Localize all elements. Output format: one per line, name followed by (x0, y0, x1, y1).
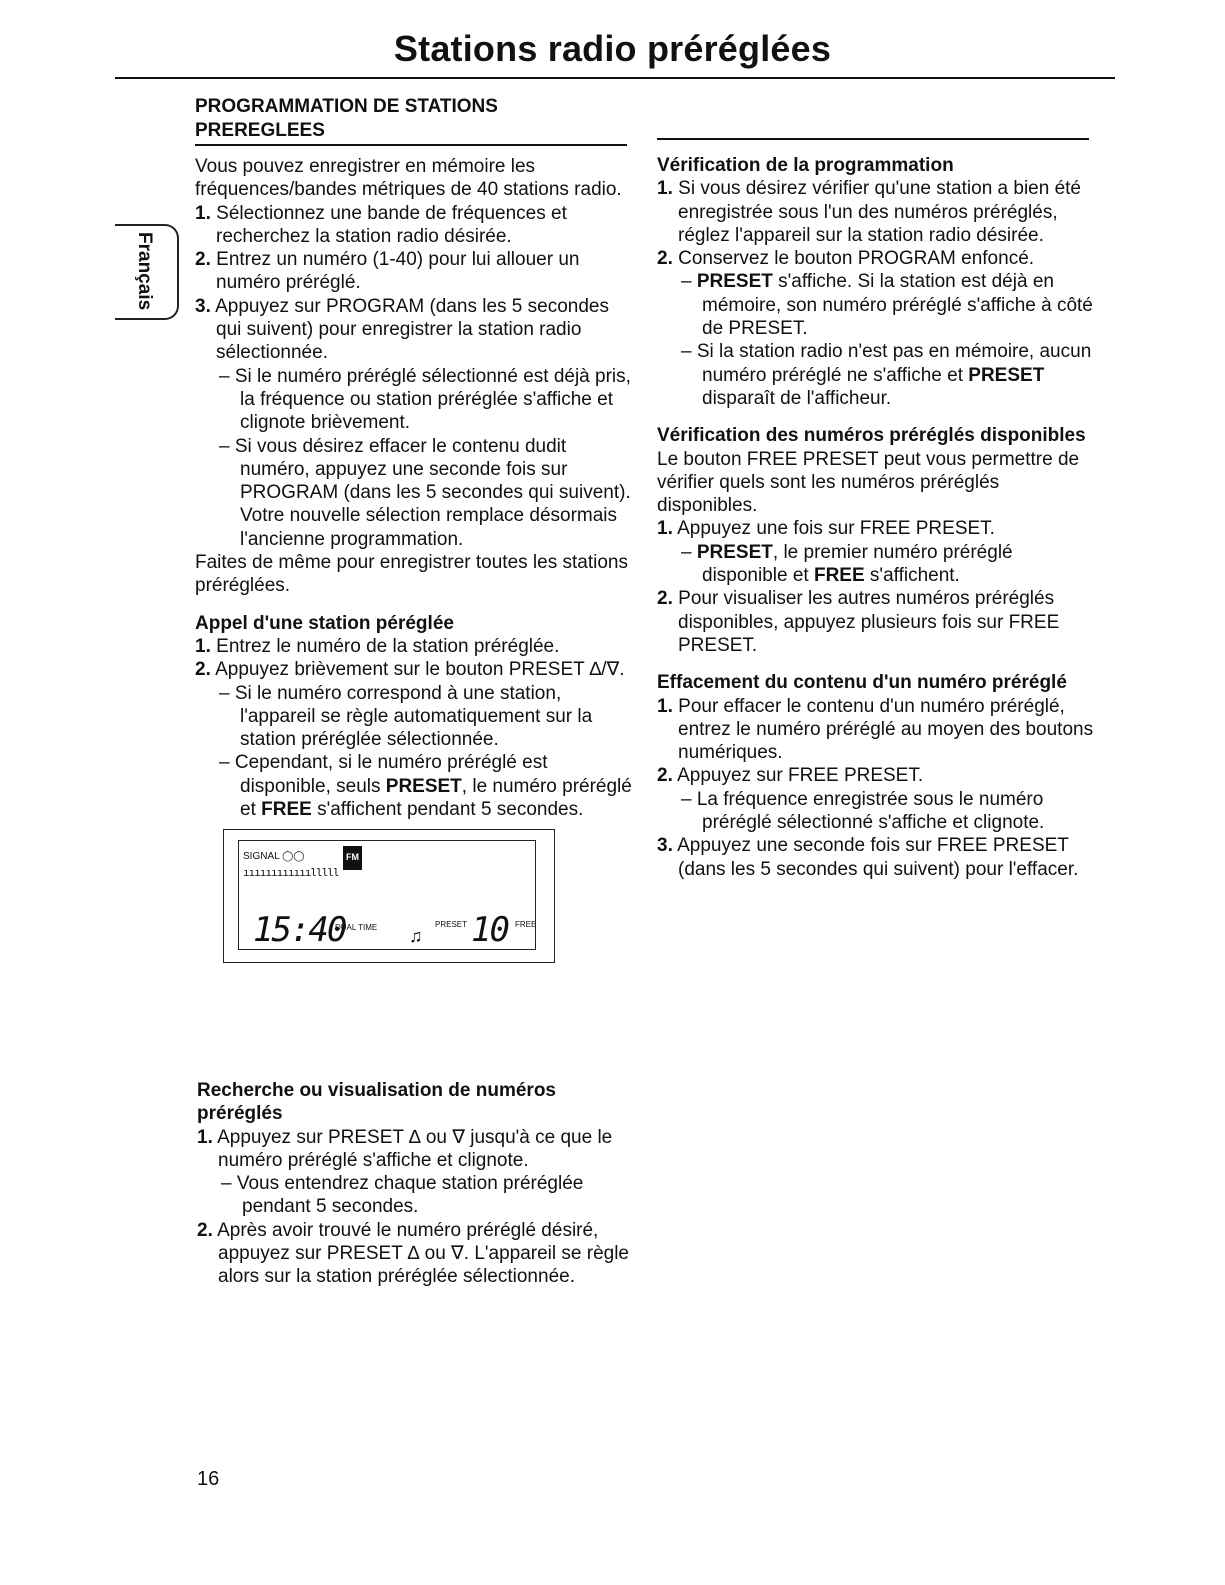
text: Pour effacer le contenu d'un numéro préréglé, entrez le numéro préréglé au moyen des boutons numériques. (678, 695, 1094, 764)
paragraph (195, 155, 635, 202)
step-number: 2. (657, 248, 673, 270)
text: Si vous désirez effacer le contenu dudit numéro, appuyez une seconde fois sur PROGRAM (dans les 5 secondes qui suivent). Votre nouvelle sélection remplace désormais l'ancienne programmation. (234, 435, 631, 550)
numbered-step (195, 658, 635, 681)
section-rule (657, 138, 1089, 140)
bold-term: PRESET (696, 271, 773, 293)
text: Si vous désirez vérifier qu'une station a bien été enregistrée sous l'un des numéros préréglés, réglez l'appareil sur la station radio désirée. (678, 178, 1081, 246)
dash-item: – La fréquence enregistrée sous le numéro préréglé sélectionné s'affiche et clignote. (681, 788, 1045, 834)
text: Après avoir trouvé le numéro préréglé désiré, appuyez sur PRESET ∆ ou ∇. L'appareil se règle alors sur la station préréglée sélectionnée. (217, 1219, 629, 1288)
step-number: 1. (657, 695, 673, 717)
time-readout: 15:40 (253, 910, 346, 951)
text: s'affiche. Si la station est déjà en mémoire, son numéro préréglé s'affiche à côté de PRESET. (702, 271, 1093, 340)
step-number: 1. (195, 202, 211, 224)
text: Appuyez une seconde fois sur FREE PRESET (dans les 5 secondes qui suivent) pour l'effacer. (677, 835, 1079, 880)
dash-item: – PRESET s'affiche. Si la station est déjà en mémoire, son numéro préréglé s'affiche à côté de PRESET. (681, 271, 1093, 340)
step-number: 1. (657, 518, 673, 540)
dash-item: – PRESET, le premier numéro préréglé disponible et FREE s'affichent. (681, 541, 1013, 587)
numbered-step (657, 247, 1097, 270)
dash-item: – Vous entendrez chaque station préréglée pendant 5 secondes. (221, 1173, 584, 1218)
language-tab (115, 224, 179, 320)
numbered-step (195, 635, 635, 658)
numbered-step (657, 587, 1097, 657)
text: Appuyez une fois sur FREE PRESET. (677, 518, 995, 540)
dash-item: – Si le numéro correspond à une station, l'appareil se règle automatiquement sur la station préréglée sélectionnée. (219, 682, 593, 751)
step-number: 1. (195, 635, 211, 657)
page-number: 16 (197, 1468, 220, 1490)
text: Appel d'une station péréglée (195, 612, 454, 634)
text: Si le numéro préréglé sélectionné est déjà pris, la fréquence ou station préréglée s'affiche et clignote brièvement. (234, 365, 631, 434)
free-label: FREE (515, 920, 537, 930)
left-column (195, 95, 635, 963)
lcd-display-illustration (223, 829, 555, 963)
numbered-step (657, 177, 1097, 247)
subheading (657, 671, 1097, 694)
text: Le bouton FREE PRESET peut vous permettre de vérifier quels sont les numéros préréglés disponibles. (657, 448, 1080, 517)
right-blocks (657, 154, 1097, 881)
text: Vous pouvez enregistrer en mémoire les fréquences/bandes métriques de 40 stations radio. (195, 156, 622, 201)
step-number: 3. (657, 835, 673, 857)
text: Si la station radio n'est pas en mémoire, aucun numéro préréglé ne s'affiche et (696, 341, 1092, 386)
text: Vous entendrez chaque station préréglée pendant 5 secondes. (236, 1173, 584, 1218)
numbered-step (197, 1126, 637, 1173)
subheading (195, 612, 635, 635)
lcd-screen (238, 840, 536, 950)
step-number: 2. (195, 659, 211, 681)
preset-label: PRESET (435, 920, 468, 930)
left-blocks (195, 155, 635, 821)
text: Recherche ou visualisation de numéros préréglés (197, 1080, 556, 1125)
section-heading: PROGRAMMATION DE STATIONS PREREGLEES (195, 95, 627, 146)
text: Vérification de la programmation (657, 155, 954, 176)
step-number: 2. (195, 249, 211, 271)
text: disparaît de l'afficheur. (702, 387, 892, 409)
step-number: 3. (195, 295, 211, 317)
text: Si le numéro correspond à une station, l'appareil se règle automatiquement sur la station préréglée sélectionnée. (234, 682, 593, 751)
text: Appuyez brièvement sur le bouton PRESET ∆/∇. (215, 659, 625, 681)
text: Pour visualiser les autres numéros préréglés disponibles, appuyez plusieurs fois sur FREE PRESET. (678, 588, 1060, 656)
bold-term: PRESET (968, 364, 1045, 386)
text: , le premier numéro préréglé disponible et (702, 541, 1013, 587)
numbered-step (195, 295, 635, 365)
text: Conservez le bouton PROGRAM enfoncé. (678, 248, 1035, 270)
text: Effacement du contenu d'un numéro préréglé (657, 672, 1067, 694)
subheading (657, 424, 1097, 447)
numbered-step (197, 1219, 637, 1289)
text: Vérification des numéros préréglés disponibles (657, 425, 1086, 447)
bold-term: PRESET (385, 775, 462, 797)
text: Sélectionnez une bande de fréquences et recherchez la station radio désirée. (216, 202, 567, 247)
right-column (657, 150, 1097, 881)
dual-time-label: DUAL TIME (335, 923, 378, 933)
paragraph (195, 551, 635, 598)
text: La fréquence enregistrée sous le numéro préréglé sélectionné s'affiche et clignote. (696, 788, 1045, 834)
text: Appuyez sur PROGRAM (dans les 5 secondes qui suivent) pour enregistrer la station radio sélectionnée. (215, 295, 609, 364)
text: Appuyez sur FREE PRESET. (677, 765, 924, 787)
numbered-step (195, 202, 635, 249)
text: s'affichent. (864, 565, 960, 587)
step-number: 2. (197, 1219, 213, 1241)
left-column-lower (197, 1079, 637, 1289)
page-title: Stations radio préréglées (393, 28, 832, 69)
title-rule (115, 77, 1115, 79)
subheading (657, 154, 1097, 177)
numbered-step (657, 517, 1097, 540)
music-note-icon: ♫ (409, 926, 423, 947)
language-tab-label: Français (134, 232, 155, 311)
numbered-step (195, 248, 635, 295)
numbered-step (657, 695, 1097, 765)
signal-bars: ıııııııııııılllll (243, 866, 339, 880)
dash-item: – Si le numéro préréglé sélectionné est déjà pris, la fréquence ou station préréglée s'affiche et clignote brièvement. (219, 365, 631, 434)
text: Entrez le numéro de la station préréglée. (216, 635, 560, 657)
signal-indicator: SIGNAL ◯◯ (243, 851, 305, 863)
text: s'affichent pendant 5 secondes. (311, 799, 584, 821)
step-number: 1. (197, 1126, 213, 1148)
step-number: 2. (657, 588, 673, 610)
dash-item: – Si la station radio n'est pas en mémoire, aucun numéro préréglé ne s'affiche et PRESET disparaît de l'afficheur. (681, 341, 1092, 409)
preset-number: 10 (471, 910, 508, 951)
numbered-step (657, 764, 1097, 787)
text: Cependant, si le numéro préréglé est disponible, seuls (234, 752, 548, 797)
step-number: 2. (657, 765, 673, 787)
bold-term: FREE (813, 565, 865, 587)
text: Faites de même pour enregistrer toutes les stations préréglées. (195, 552, 628, 597)
paragraph (657, 448, 1097, 518)
text: Entrez un numéro (1-40) pour lui allouer un numéro préréglé. (216, 249, 580, 294)
numbered-step (657, 834, 1097, 881)
bold-term: PRESET (696, 541, 773, 563)
bold-term: FREE (261, 799, 312, 821)
subheading (197, 1079, 637, 1126)
text: , le numéro préréglé et (240, 775, 632, 821)
step-number: 1. (657, 178, 673, 200)
dash-item: – Si vous désirez effacer le contenu dudit numéro, appuyez une seconde fois sur PROGRAM (dans les 5 secondes qui suivent). Votre nouvelle sélection remplace désormais l'ancienne programmation. (219, 435, 631, 550)
text: Appuyez sur PRESET ∆ ou ∇ jusqu'à ce que le numéro préréglé s'affiche et clignote. (217, 1126, 613, 1171)
dash-item: – Cependant, si le numéro préréglé est disponible, seuls PRESET, le numéro préréglé et FREE s'affichent pendant 5 secondes. (219, 752, 632, 821)
band-indicator: FM (343, 846, 362, 869)
